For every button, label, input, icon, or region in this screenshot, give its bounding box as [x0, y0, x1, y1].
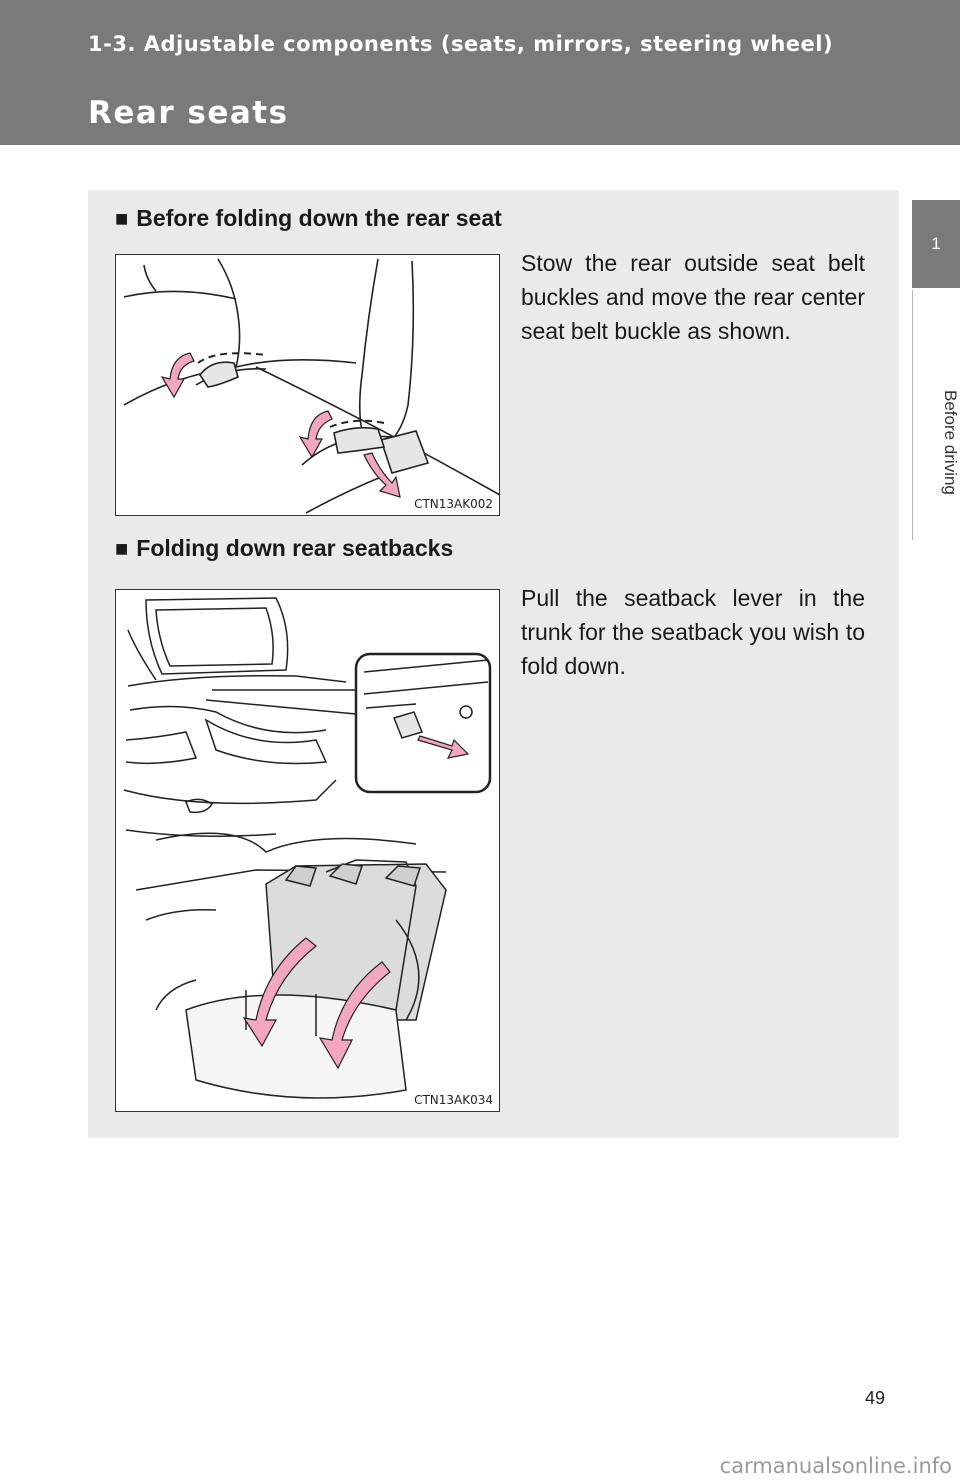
- subheading-before-folding: ■ Before folding down the rear seat: [115, 205, 502, 231]
- page-number: 49: [865, 1388, 886, 1408]
- figure-code: CTN13AK002: [414, 497, 493, 511]
- page-header: [0, 0, 960, 145]
- instruction-text-2: Pull the seatback lever in the trunk for the seatback you wish to fold down.: [521, 585, 865, 679]
- page-title: Rear seats: [88, 95, 289, 131]
- watermark: carmanualsonline.info: [719, 1454, 952, 1478]
- instruction-text-1: Stow the rear outside seat belt buckles and move the rear center seat belt buckle as shown.: [521, 250, 865, 344]
- bullet-square-icon: ■: [115, 536, 129, 561]
- figure-seat-belt-buckles: [115, 254, 500, 516]
- seat-belt-illustration: [116, 255, 501, 517]
- figure-code: CTN13AK034: [414, 1093, 493, 1107]
- bullet-square-icon: ■: [115, 206, 129, 231]
- seatback-illustration: [116, 590, 501, 1113]
- chapter-tab[interactable]: [912, 200, 960, 288]
- chapter-number: 1: [931, 234, 941, 253]
- subheading-folding-seatbacks: ■ Folding down rear seatbacks: [115, 535, 454, 561]
- figure-folding-seatbacks: [115, 589, 500, 1112]
- section-heading: 1-3. Adjustable components (seats, mirrors, steering wheel): [88, 32, 834, 56]
